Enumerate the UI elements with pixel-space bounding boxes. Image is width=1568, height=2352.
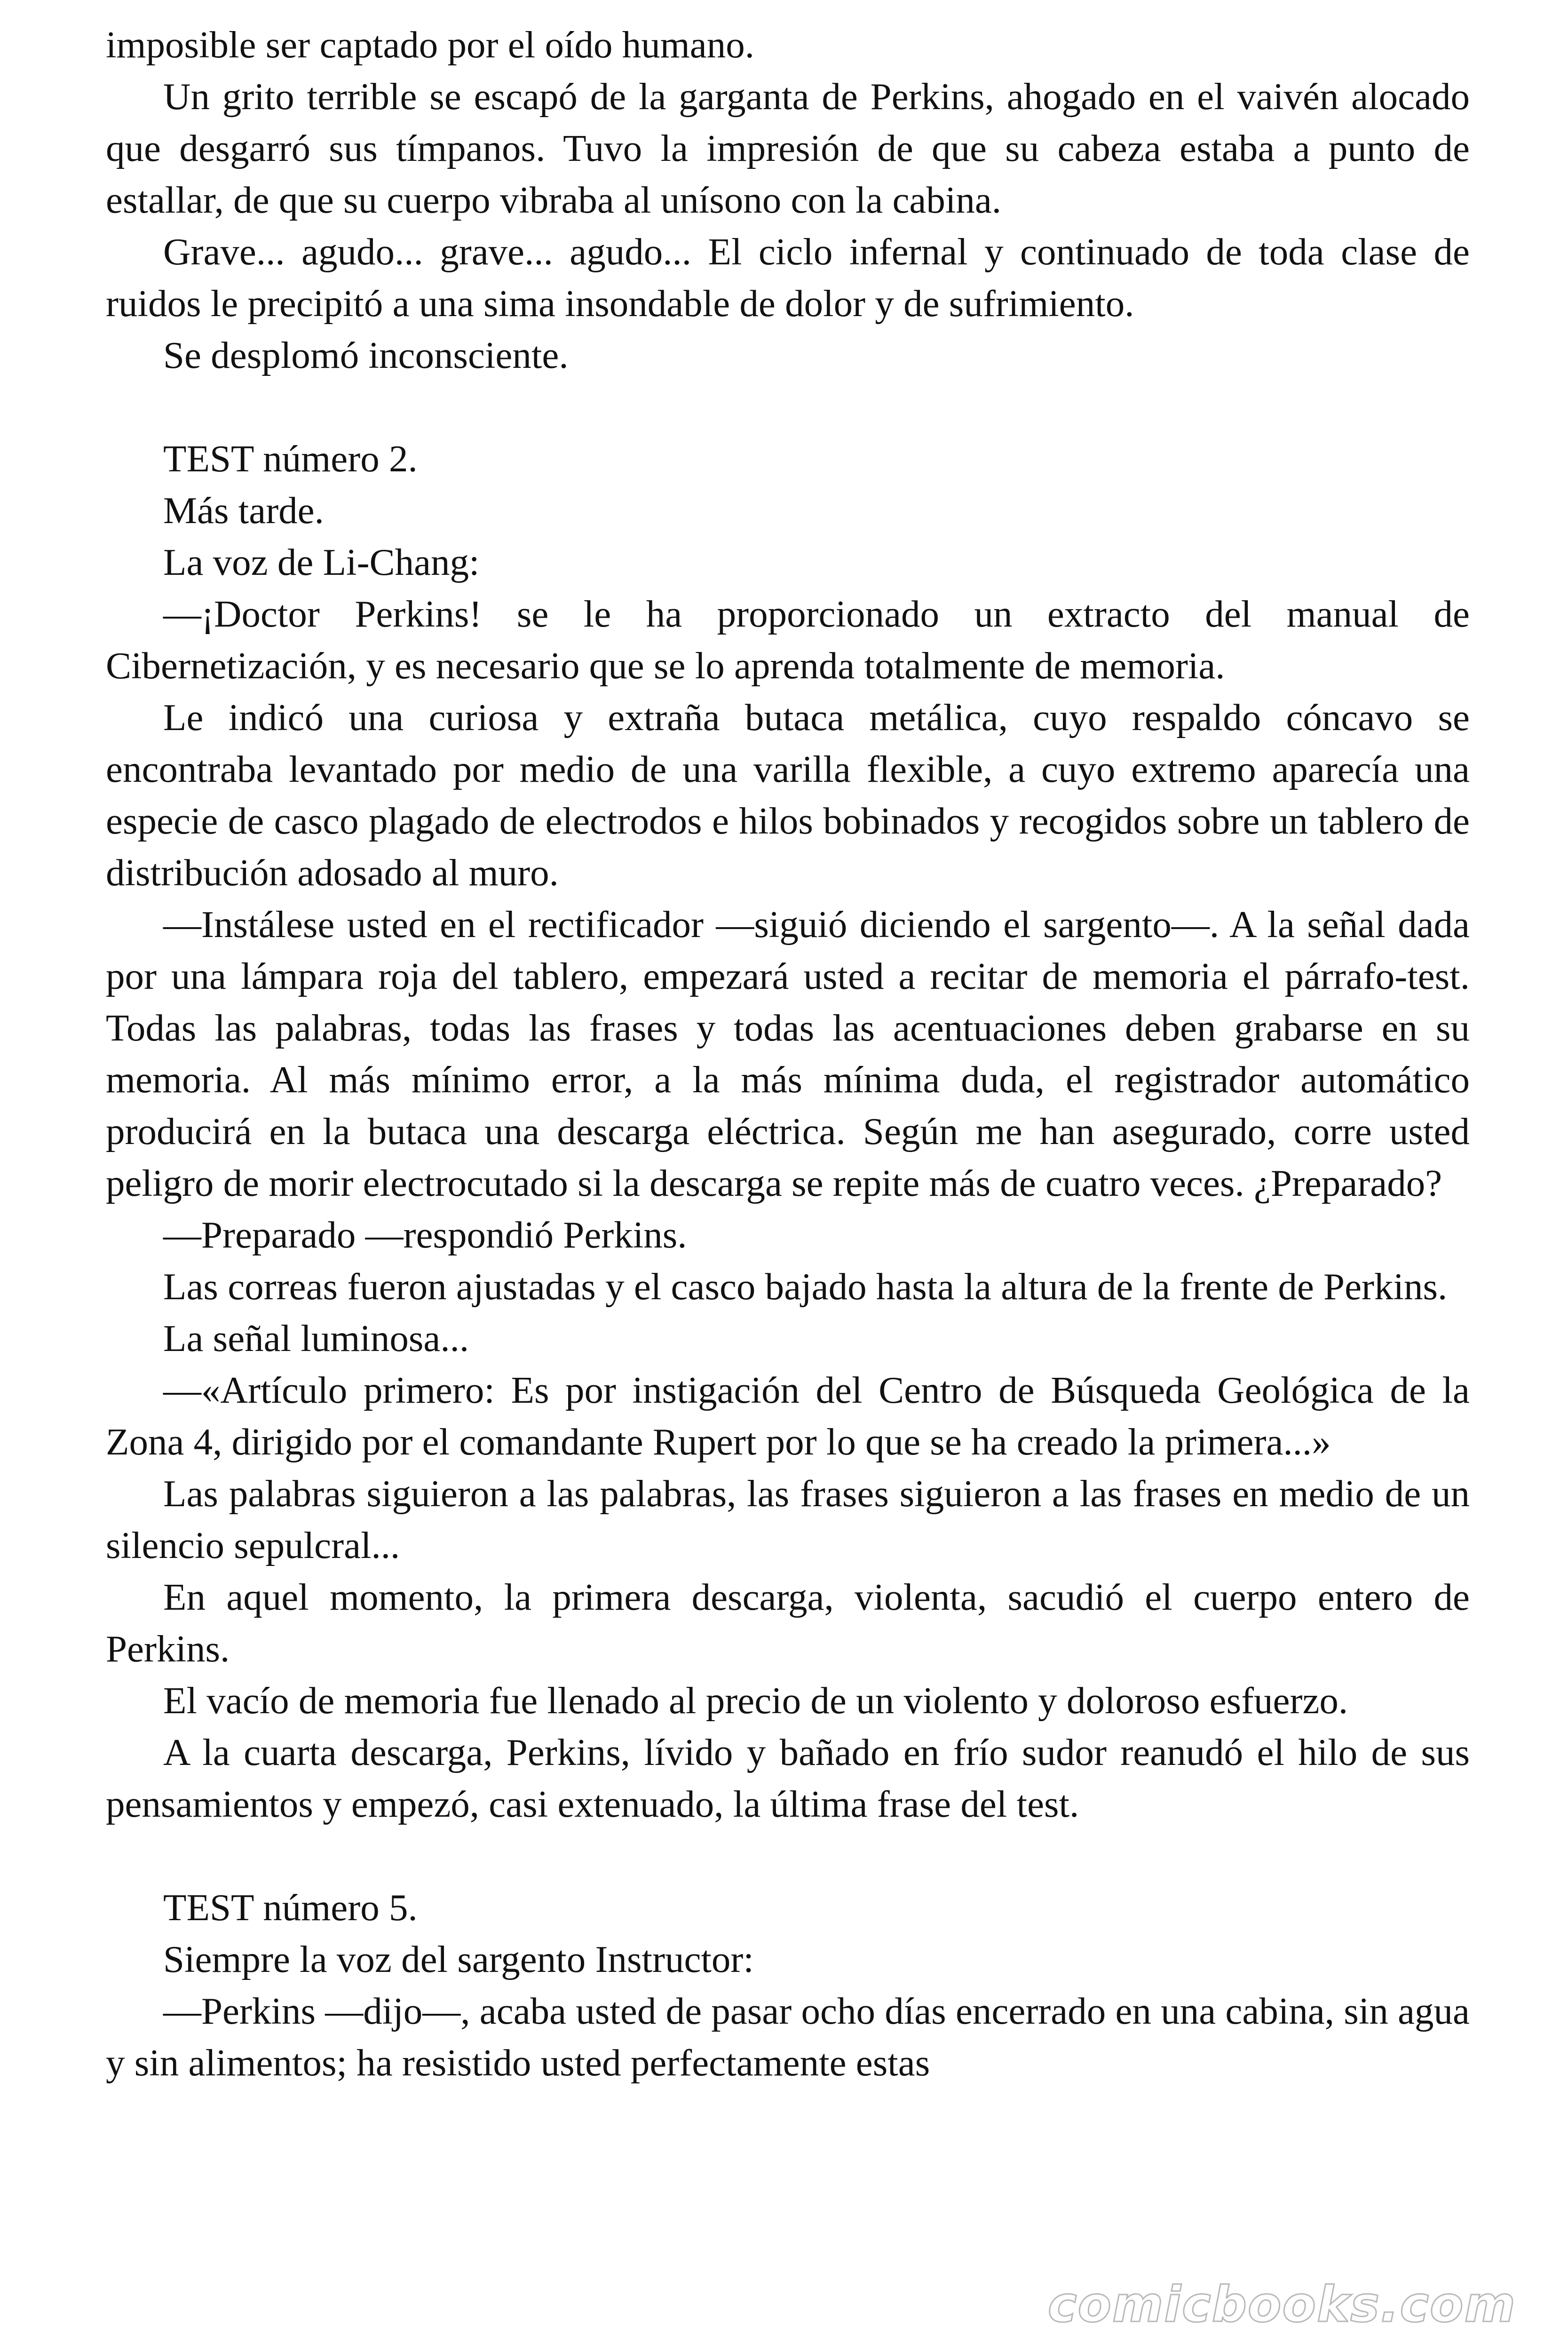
paragraph: —Preparado —respondió Perkins.	[163, 1214, 687, 1256]
paragraph: —¡Doctor Perkins! se le ha proporcionado un extracto del manual de Cibernetización, y es necesario que se lo aprenda totalmente de memoria.	[106, 593, 1470, 687]
paragraph: —«Artículo primero: Es por instigación del Centro de Búsqueda Geológica de la Zona 4, dirigido por el comandante Rupert por lo que se ha creado la primera...»	[106, 1369, 1470, 1463]
paragraph: En aquel momento, la primera descarga, violenta, sacudió el cuerpo entero de Perkins.	[106, 1576, 1470, 1670]
watermark-logo: comicbooks.com	[1047, 2276, 1516, 2333]
paragraph: La señal luminosa...	[163, 1317, 469, 1359]
paragraph: Las correas fueron ajustadas y el casco bajado hasta la altura de la frente de Perkins.	[163, 1265, 1448, 1308]
paragraph: El vacío de memoria fue llenado al precio de un violento y doloroso esfuerzo.	[163, 1679, 1348, 1722]
paragraph: Más tarde.	[163, 489, 324, 532]
paragraph: A la cuarta descarga, Perkins, lívido y bañado en frío sudor reanudó el hilo de sus pensamientos y empezó, casi extenuado, la última frase del test.	[106, 1731, 1470, 1825]
paragraph: Se desplomó inconsciente.	[163, 334, 569, 376]
section-break	[106, 1830, 1470, 1882]
paragraph: Le indicó una curiosa y extraña butaca metálica, cuyo respaldo cóncavo se encontraba levantado por medio de una varilla flexible, a cuyo extremo aparecía una especie de casco plagado de electrodos e hilos bobinados y recogidos sobre un tablero de distribución adosado al muro.	[106, 696, 1470, 894]
section-heading: TEST número 5.	[163, 1886, 418, 1929]
book-page	[106, 19, 1470, 2089]
paragraph: Siempre la voz del sargento Instructor:	[163, 1938, 754, 1980]
section-break	[106, 381, 1470, 433]
paragraph: La voz de Li-Chang:	[163, 541, 480, 583]
paragraph: imposible ser captado por el oído humano.	[106, 24, 754, 66]
section-heading: TEST número 2.	[163, 437, 418, 480]
paragraph: Grave... agudo... grave... agudo... El ciclo infernal y continuado de toda clase de ruidos le precipitó a una sima insondable de dolor y de sufrimiento.	[106, 230, 1470, 325]
paragraph: Un grito terrible se escapó de la garganta de Perkins, ahogado en el vaivén alocado que desgarró sus tímpanos. Tuvo la impresión de que su cabeza estaba a punto de estallar, de que su cuerpo vibraba al unísono con la cabina.	[106, 75, 1470, 221]
paragraph: Las palabras siguieron a las palabras, las frases siguieron a las frases en medio de un silencio sepulcral...	[106, 1472, 1470, 1566]
paragraph: —Perkins —dijo—, acaba usted de pasar ocho días encerrado en una cabina, sin agua y sin alimentos; ha resistido usted perfectamente estas	[106, 1990, 1470, 2084]
paragraph: —Instálese usted en el rectificador —siguió diciendo el sargento—. A la señal dada por una lámpara roja del tablero, empezará usted a recitar de memoria el párrafo-test. Todas las palabras, todas las frases y todas las acentuaciones deben grabarse en su memoria. Al más mínimo error, a la más mínima duda, el registrador automático producirá en la butaca una descarga eléctrica. Según me han asegurado, corre usted peligro de morir electrocutado si la descarga se repite más de cuatro veces. ¿Preparado?	[106, 903, 1470, 1204]
